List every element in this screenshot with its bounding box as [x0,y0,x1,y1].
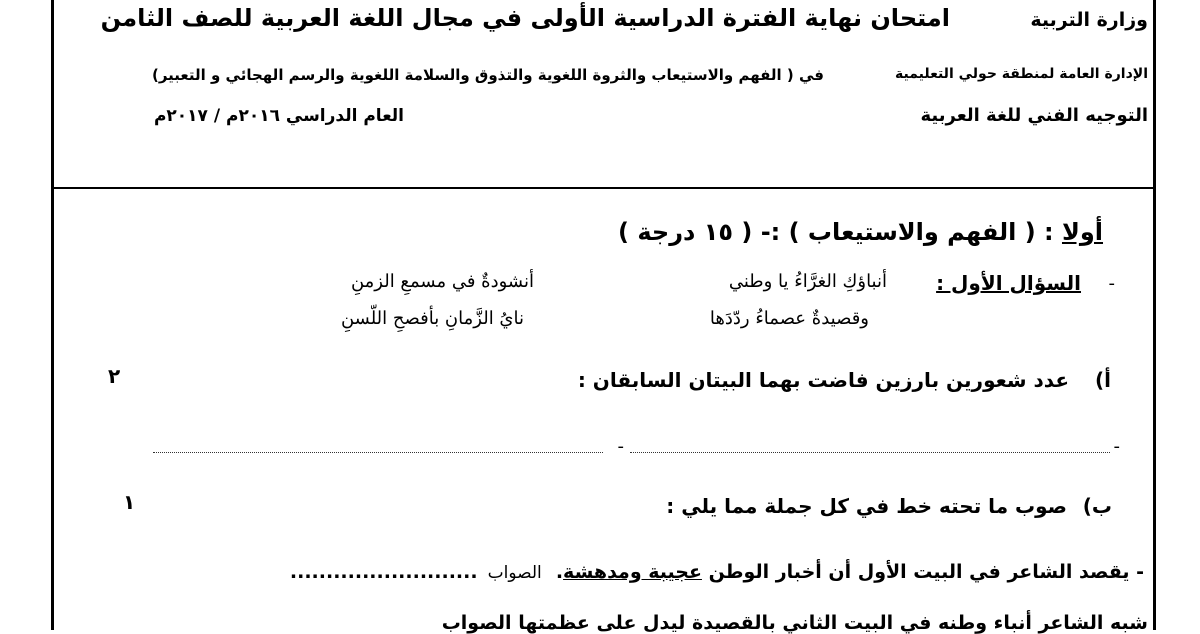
supervision-name: التوجيه الفني للغة العربية [920,105,1148,126]
question1-label: السؤال الأول : [936,271,1081,295]
sentence-1-underlined: عجيبة ومدهشة [563,561,702,583]
section-title-heading: : ( الفهم والاستيعاب ) :- ( ١٥ درجة ) [618,218,1062,246]
sentence-1-end: . [555,561,564,583]
part-b-label: ب) [1082,494,1112,518]
verse2-first-hemistich: وقصيدةٌ عصماءُ ردّدَها [709,308,869,329]
exam-title: امتحان نهاية الفترة الدراسية الأولى في مجال اللغة العربية للصف الثامن [100,4,950,32]
question1-dash: - [1108,273,1115,294]
verse1-first-hemistich: أنباؤكِ الغرَّاءُ يا وطني [728,271,887,292]
part-b-sentence-1 [290,561,1144,583]
part-a-mark: ٢ [108,364,121,388]
verse2-second-hemistich: نايُ الزَّمانِ بأفصحِ اللّسنِ [340,308,524,329]
answer-dash-2: - [617,436,624,457]
answer-line-1[interactable] [630,452,1110,453]
part-a-label: أ) [1095,368,1111,392]
correct-label: الصواب [487,563,542,583]
page-border-right [1153,0,1156,630]
ministry-name: وزارة التربية [1030,9,1148,31]
part-a-question: عدد شعورين بارزين فاضت بهما البيتان السابقان : [577,368,1069,392]
answer-line-2[interactable] [153,452,603,453]
exam-subtitle: في ( الفهم والاستيعاب والثروة اللغوية والتذوق والسلامة اللغوية والرسم الهجائي و التعبير) [151,66,824,84]
verse1-second-hemistich: أنشودةٌ في مسمعِ الزمنِ [350,271,534,292]
section-title-label: أولا [1061,218,1103,246]
part-b-sentence-2: شبه الشاعر أنباء وطنه في البيت الثاني بالقصيدة ليدل على عظمتها الصواب [441,612,1148,634]
directorate-name: الإدارة العامة لمنطقة حولي التعليمية [895,66,1148,82]
correct-answer-dots[interactable]: .......................... [289,561,478,583]
page-border-left [51,0,54,630]
sentence-1-text: - يقصد الشاعر في البيت الأول أن أخبار الوطن [701,561,1144,583]
section-title [618,218,1103,246]
part-b-mark: ١ [123,490,136,514]
header-divider [52,187,1154,189]
academic-year: العام الدراسي ٢٠١٦م / ٢٠١٧م [153,106,404,126]
answer-dash-1: - [1113,436,1120,457]
part-b-question: صوب ما تحته خط في كل جملة مما يلي : [666,494,1067,518]
